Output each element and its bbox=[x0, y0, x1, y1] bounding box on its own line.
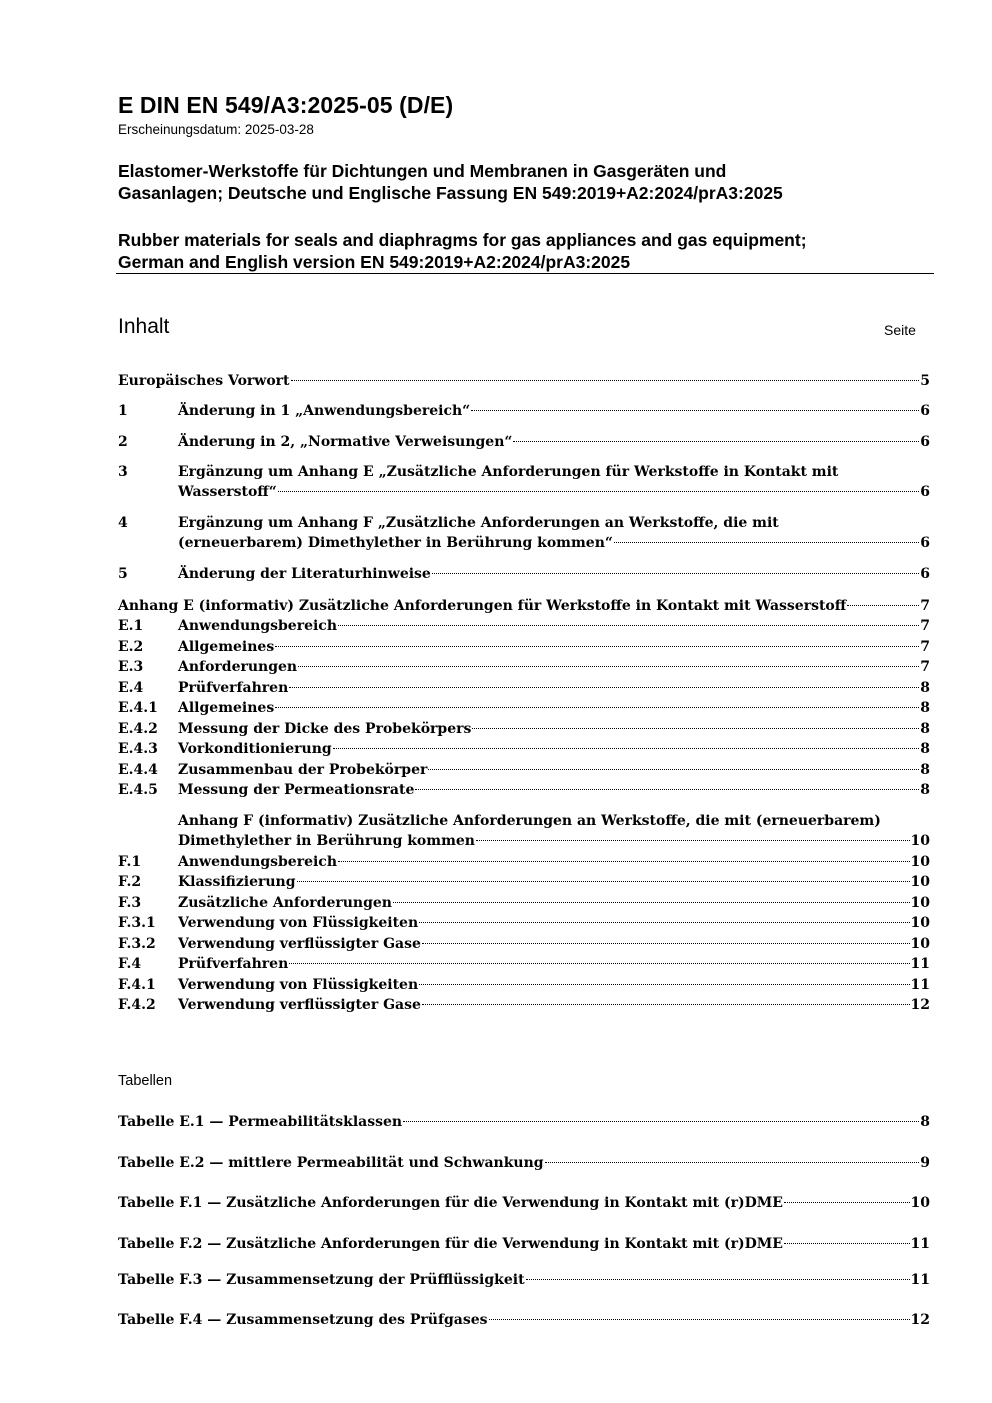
toc-entry-number: 4 bbox=[118, 515, 128, 531]
toc-entry-page: 11 bbox=[910, 977, 930, 993]
toc-dot-leader bbox=[393, 902, 910, 903]
toc-dot-leader bbox=[847, 605, 919, 606]
toc-entry-number: E.4.5 bbox=[118, 782, 158, 798]
toc-entry-page: 8 bbox=[920, 741, 930, 757]
toc-entry-page: 10 bbox=[910, 936, 930, 952]
toc-entry-page: 7 bbox=[920, 639, 930, 655]
title-english-line-1: Rubber materials for seals and diaphragms for gas appliances and gas equipment; bbox=[118, 230, 807, 250]
toc-entry-number: E.4.4 bbox=[118, 762, 158, 778]
toc-entry-page: 8 bbox=[920, 721, 930, 737]
toc-dot-leader bbox=[338, 861, 910, 862]
toc-entry-label-line-1: Anhang F (informativ) Zusätzliche Anforderungen an Werkstoffe, die mit (erneuerbarem) bbox=[178, 813, 881, 829]
toc-entry-number: F.4 bbox=[118, 956, 142, 972]
toc-page-label: Seite bbox=[884, 322, 916, 338]
toc-entry[interactable] bbox=[118, 371, 930, 391]
toc-entry[interactable] bbox=[118, 780, 930, 800]
toc-entry[interactable] bbox=[118, 934, 930, 954]
toc-entry-label: Allgemeines bbox=[178, 639, 275, 655]
toc-dot-leader bbox=[291, 380, 920, 381]
table-entry-page: 12 bbox=[910, 1312, 930, 1328]
table-dot-leader bbox=[403, 1121, 919, 1122]
toc-entry[interactable] bbox=[118, 462, 930, 502]
toc-entry-label: Zusammenbau der Probekörper bbox=[178, 762, 428, 778]
toc-entry-page: 10 bbox=[910, 874, 930, 890]
table-entry-page: 11 bbox=[910, 1272, 930, 1288]
table-entry[interactable] bbox=[118, 1270, 930, 1290]
toc-entry-number: E.3 bbox=[118, 659, 144, 675]
toc-entry-number: E.4.1 bbox=[118, 700, 158, 716]
toc-dot-leader bbox=[419, 984, 909, 985]
toc-entry-number: F.3 bbox=[118, 895, 142, 911]
toc-entry-page: 7 bbox=[920, 618, 930, 634]
toc-entry-number: E.1 bbox=[118, 618, 144, 634]
table-entry[interactable] bbox=[118, 1193, 930, 1213]
toc-entry[interactable] bbox=[118, 698, 930, 718]
toc-entry[interactable] bbox=[118, 678, 930, 698]
toc-dot-leader bbox=[333, 748, 920, 749]
toc-dot-leader bbox=[297, 881, 910, 882]
toc-entry-number: E.4 bbox=[118, 680, 144, 696]
table-entry-label: Tabelle F.3 — Zusammensetzung der Prüfflüssigkeit bbox=[118, 1272, 525, 1288]
toc-entry-number: F.3.1 bbox=[118, 915, 156, 931]
table-entry-page: 8 bbox=[920, 1114, 930, 1130]
toc-entry-number: 2 bbox=[118, 434, 128, 450]
toc-entry-label-line-1: Ergänzung um Anhang E „Zusätzliche Anforderungen für Werkstoffe in Kontakt mit bbox=[178, 464, 839, 480]
toc-entry-label: Verwendung verflüssigter Gase bbox=[178, 936, 421, 952]
title-english bbox=[118, 229, 928, 273]
toc-entry-page: 6 bbox=[920, 484, 930, 500]
toc-entry-label: Wasserstoff“ bbox=[178, 484, 277, 500]
toc-dot-leader bbox=[419, 922, 909, 923]
table-dot-leader bbox=[784, 1202, 910, 1203]
table-entry-label: Tabelle E.1 — Permeabilitätsklassen bbox=[118, 1114, 403, 1130]
title-german-line-2: Gasanlagen; Deutsche und Englische Fassung EN 549:2019+A2:2024/prA3:2025 bbox=[118, 183, 783, 203]
toc-entry[interactable] bbox=[118, 616, 930, 636]
toc-entry[interactable] bbox=[118, 852, 930, 872]
table-entry-label: Tabelle F.2 — Zusätzliche Anforderungen für die Verwendung in Kontakt mit (r)DME bbox=[118, 1236, 783, 1252]
toc-dot-leader bbox=[338, 625, 919, 626]
toc-entry-number: F.3.2 bbox=[118, 936, 156, 952]
toc-entry[interactable] bbox=[118, 872, 930, 892]
toc-entry[interactable] bbox=[118, 739, 930, 759]
toc-entry[interactable] bbox=[118, 432, 930, 452]
toc-entry[interactable] bbox=[118, 719, 930, 739]
table-dot-leader bbox=[526, 1279, 910, 1280]
title-german bbox=[118, 160, 928, 204]
document-id: E DIN EN 549/A3:2025-05 (D/E) bbox=[118, 92, 454, 118]
toc-entry-number: E.4.2 bbox=[118, 721, 158, 737]
toc-entry-number: F.2 bbox=[118, 874, 142, 890]
toc-entry-page: 10 bbox=[910, 895, 930, 911]
toc-entry-label: Allgemeines bbox=[178, 700, 275, 716]
toc-entry-label: Verwendung von Flüssigkeiten bbox=[178, 915, 419, 931]
toc-entry-number: F.1 bbox=[118, 854, 142, 870]
table-dot-leader bbox=[784, 1243, 910, 1244]
toc-entry-label: Änderung in 1 „Anwendungsbereich“ bbox=[178, 403, 471, 419]
toc-entry-number: F.4.1 bbox=[118, 977, 156, 993]
toc-entry[interactable] bbox=[118, 893, 930, 913]
toc-entry-label-line-1: Ergänzung um Anhang F „Zusätzliche Anforderungen an Werkstoffe, die mit bbox=[178, 515, 779, 531]
toc-entry-label: Anhang E (informativ) Zusätzliche Anforderungen für Werkstoffe in Kontakt mit Wasserstoff bbox=[118, 598, 847, 614]
tables-heading: Tabellen bbox=[118, 1073, 173, 1089]
header-divider bbox=[116, 273, 934, 274]
toc-dot-leader bbox=[422, 943, 910, 944]
toc-entry-page: 6 bbox=[920, 403, 930, 419]
toc-entry-number: 3 bbox=[118, 464, 128, 480]
toc-entry[interactable] bbox=[118, 913, 930, 933]
toc-dot-leader bbox=[275, 707, 919, 708]
toc-entry[interactable] bbox=[118, 954, 930, 974]
toc-entry-page: 10 bbox=[910, 915, 930, 931]
toc-entry-page: 8 bbox=[920, 700, 930, 716]
toc-dot-leader bbox=[415, 789, 919, 790]
toc-entry-number: 1 bbox=[118, 403, 128, 419]
toc-entry-label: Zusätzliche Anforderungen bbox=[178, 895, 392, 911]
toc-entry-label: Vorkonditionierung bbox=[178, 741, 332, 757]
table-entry-page: 11 bbox=[910, 1236, 930, 1252]
toc-entry-page: 10 bbox=[910, 833, 930, 849]
toc-dot-leader bbox=[289, 963, 909, 964]
toc-entry-label: Änderung in 2, „Normative Verweisungen“ bbox=[178, 434, 513, 450]
toc-entry-page: 6 bbox=[920, 535, 930, 551]
toc-entry-number: F.4.2 bbox=[118, 997, 156, 1013]
toc-entry-label: Klassifizierung bbox=[178, 874, 296, 890]
toc-heading: Inhalt bbox=[118, 315, 170, 338]
toc-entry-label: Messung der Dicke des Probekörpers bbox=[178, 721, 472, 737]
toc-dot-leader bbox=[432, 573, 919, 574]
toc-entry[interactable] bbox=[118, 760, 930, 780]
table-dot-leader bbox=[489, 1319, 910, 1320]
toc-entry-label: Anwendungsbereich bbox=[178, 618, 337, 634]
toc-dot-leader bbox=[298, 666, 919, 667]
toc-entry[interactable] bbox=[118, 657, 930, 677]
toc-entry-label: Prüfverfahren bbox=[178, 680, 289, 696]
toc-entry[interactable] bbox=[118, 564, 930, 584]
table-entry[interactable] bbox=[118, 1112, 930, 1132]
toc-entry-label: Anforderungen bbox=[178, 659, 298, 675]
table-entry-label: Tabelle F.4 — Zusammensetzung des Prüfgases bbox=[118, 1312, 488, 1328]
toc-entry-label: Verwendung verflüssigter Gase bbox=[178, 997, 421, 1013]
toc-dot-leader bbox=[278, 491, 919, 492]
toc-dot-leader bbox=[471, 410, 919, 411]
toc-entry-page: 11 bbox=[910, 956, 930, 972]
table-entry[interactable] bbox=[118, 1153, 930, 1173]
toc-entry-label: Europäisches Vorwort bbox=[118, 373, 290, 389]
toc-entry[interactable] bbox=[118, 975, 930, 995]
toc-dot-leader bbox=[472, 728, 919, 729]
toc-dot-leader bbox=[275, 646, 919, 647]
toc-entry[interactable] bbox=[118, 401, 930, 421]
table-entry-label: Tabelle F.1 — Zusätzliche Anforderungen für die Verwendung in Kontakt mit (r)DME bbox=[118, 1195, 783, 1211]
toc-entry-page: 10 bbox=[910, 854, 930, 870]
toc-entry-page: 8 bbox=[920, 782, 930, 798]
toc-entry-number: E.4.3 bbox=[118, 741, 158, 757]
toc-entry-page: 5 bbox=[920, 373, 930, 389]
toc-entry-label: Dimethylether in Berührung kommen bbox=[178, 833, 475, 849]
toc-entry-page: 7 bbox=[920, 659, 930, 675]
toc-dot-leader bbox=[513, 441, 919, 442]
toc-entry[interactable] bbox=[118, 596, 930, 616]
table-entry-page: 10 bbox=[910, 1195, 930, 1211]
toc-dot-leader bbox=[428, 769, 919, 770]
toc-entry[interactable] bbox=[118, 637, 930, 657]
table-entry[interactable] bbox=[118, 1234, 930, 1254]
toc-entry-page: 8 bbox=[920, 680, 930, 696]
table-entry[interactable] bbox=[118, 1310, 930, 1330]
title-german-line-1: Elastomer-Werkstoffe für Dichtungen und Membranen in Gasgeräten und bbox=[118, 161, 727, 181]
toc-dot-leader bbox=[289, 687, 919, 688]
toc-entry-label: Änderung der Literaturhinweise bbox=[178, 566, 431, 582]
toc-entry[interactable] bbox=[118, 995, 930, 1015]
table-dot-leader bbox=[545, 1162, 920, 1163]
title-english-line-2: German and English version EN 549:2019+A2:2024/prA3:2025 bbox=[118, 252, 631, 272]
toc-dot-leader bbox=[614, 542, 919, 543]
toc-entry-label: Prüfverfahren bbox=[178, 956, 289, 972]
toc-entry-page: 12 bbox=[910, 997, 930, 1013]
toc-entry[interactable] bbox=[118, 513, 930, 553]
toc-dot-leader bbox=[422, 1004, 910, 1005]
toc-entry-label: (erneuerbarem) Dimethylether in Berührung kommen“ bbox=[178, 535, 613, 551]
toc-entry[interactable] bbox=[118, 811, 930, 851]
release-date: Erscheinungsdatum: 2025-03-28 bbox=[118, 122, 314, 137]
toc-entry-number: E.2 bbox=[118, 639, 144, 655]
toc-dot-leader bbox=[476, 840, 910, 841]
table-entry-label: Tabelle E.2 — mittlere Permeabilität und Schwankung bbox=[118, 1155, 544, 1171]
toc-entry-page: 7 bbox=[920, 598, 930, 614]
toc-entry-label: Verwendung von Flüssigkeiten bbox=[178, 977, 419, 993]
toc-entry-number: 5 bbox=[118, 566, 128, 582]
toc-entry-label: Anwendungsbereich bbox=[178, 854, 337, 870]
toc-entry-page: 6 bbox=[920, 434, 930, 450]
table-entry-page: 9 bbox=[920, 1155, 930, 1171]
toc-entry-label: Messung der Permeationsrate bbox=[178, 782, 415, 798]
toc-entry-page: 6 bbox=[920, 566, 930, 582]
toc-entry-page: 8 bbox=[920, 762, 930, 778]
